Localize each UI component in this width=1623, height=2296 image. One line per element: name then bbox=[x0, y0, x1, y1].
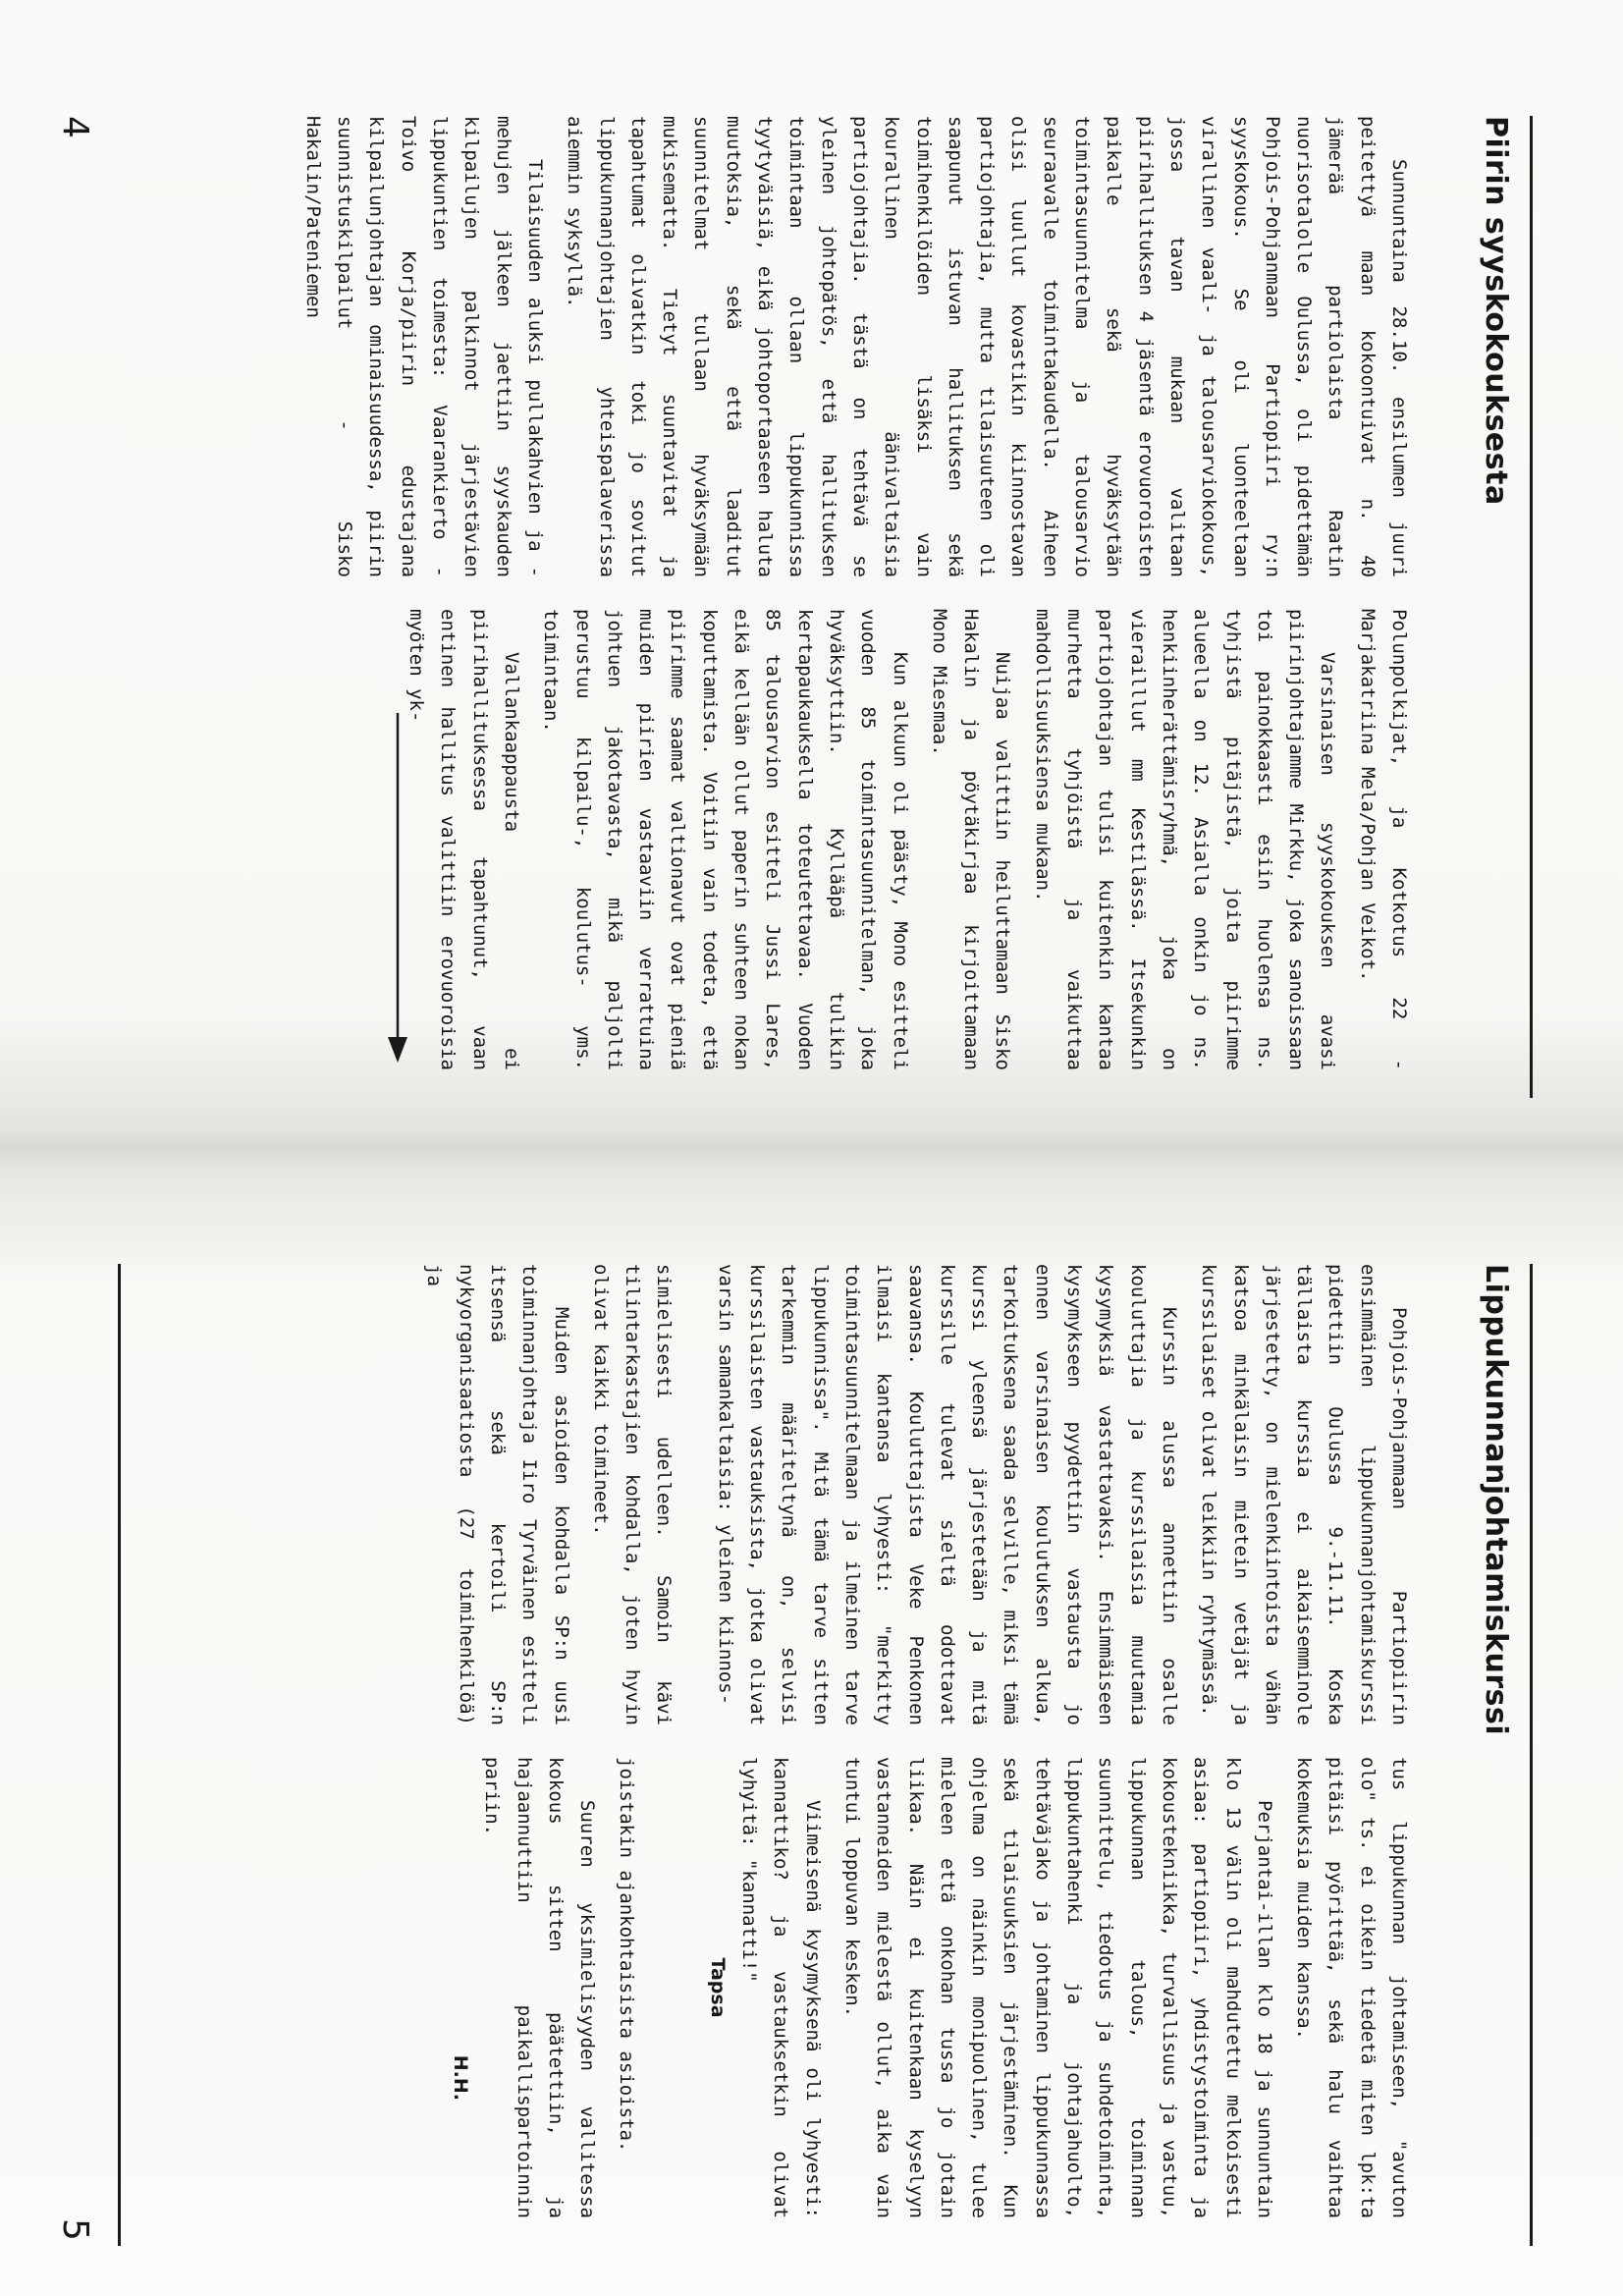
paragraph: Tilaisuuden aluksi pullakahvien ja -mehujen jälkeen jaettiin syyskauden kilpailujen palkinnot järjestävien lippukuntien toimesta: Vaarankierto - Toivo Korja/piirin edustajana kilpailunjohtajan ominaisuudessa, piirin suunnistuskilpailut - Sisko Hakalin/Pateniemen bbox=[301, 116, 546, 577]
paragraph: Pohjois-Pohjanmaan Partiopiirin ensimmäinen lippukunnanjohtamiskurssi pidettiin Oulussa 9.-11.11. Koska tällaista kurssia ei aikaisemminole järjestetty, on mielenkiintoista vähän katsoa minkälaisin mietein vetäjät ja kurssilaiset olivat leikkiin ryhtymässä. bbox=[1198, 1264, 1410, 1725]
left-page-title: Piirin syyskokouksesta bbox=[1479, 116, 1513, 506]
paragraph: Sunnuntaina 28.10. ensilumen juuri peitettyä maan kokoontuivat n. 40 jämerää partiolaista Raatin nuorisotalolle Oulussa, oli pidettämän Pohjois-Pohjanmaan Partiopiiri ry:n syyskokous. Se oli luonteeltaan virallinen vaali- ja talousarviokokous, jossa tavan mukaan valitaan piirihallituksen 4 jäsentä erovuoroisten paikalle sekä hyväksytään toimintasuunnitelma ja talousarvio seuraavalle toimintakaudella. Aiheen olisi luullut kovastikin kiinnostavan partiojohtajia, mutta tilaisuuteen oli saapunut istuvan hallituksen sekä toimihenkilöiden lisäksi vain kourallinen äänivaltaisia partiojohtajia. tästä on tehtävä se yleinen johtopätös, että hallituksen toimintaan ollaan lippukunnissa tyytyväisiä, eikä johtoportaaseen haluta muutoksia, sekä että laaditut suunnitelmat tullaan hyväksymään mukisematta. Tietyt suuntavitat ja tapahtumat olivatkin toki jo sovitut lippukunnanjohtajien yhteispalaverissa aiemmin syksyllä. bbox=[564, 116, 1410, 577]
paragraph: Varsinaisen syyskokouksen avasi piirinjohtajamme Mirkku, joka sanoissaan toi painokkaasti esiin huolensa ns. tyhjistä pitäjistä, joita piirimme alueella on 12. Asialla onkin jo ns. henkiinherättämisryhmä, joka on vierailllut mm Kestilässä. Itsekunkin partiojohtajan tulisi kuitenkin kantaa murhetta tyhjöistä ja vaikuttaa mahdollisuuksiensa mukaan. bbox=[1031, 609, 1339, 1070]
right-page-title: Lippukunnanjohtamiskurssi bbox=[1479, 1264, 1513, 1736]
left-column-1 bbox=[298, 116, 1415, 577]
top-rule bbox=[1530, 1264, 1533, 2246]
left-column-2 bbox=[401, 609, 1415, 1070]
page-number: 5 bbox=[55, 2218, 95, 2241]
paragraph: tus lippukunnan johtamiseen, "avuton olo" ts. ei oikein tiedetä miten lpk:ta pitäisi pyörittää, sekä halu vaihtaa kokemuksia muiden kanssa. bbox=[1293, 1757, 1410, 2218]
right-column-1 bbox=[418, 1264, 1415, 1725]
paragraph: Perjantai-illan klo 18 ja sunnuntain klo 13 välin oli mahdutettu melkoisesti asiaa: partiopiiri, yhdistystoiminta ja kokoustekniikka, turvallisuus ja vastuu, lippukunnan talous, toiminnan suunnittelu, tiedotus ja suhdetoiminta, lippukuntahenki ja johtajahuolto, tehtäväjako ja johtaminen lippukunnassa sekä tilaisuuksien järjestäminen. Kun ohjelma on näinkin monipuolinen, tulee mieleen että onkohan tussa jo jotain liikaa. Näin ei kuitenkaan kyselyyn vastanneiden mielestä ollut, aika vain tuntui loppuvan kesken. bbox=[840, 1757, 1275, 2218]
paragraph: Kurssin alussa annettiin osalle kouluttajia ja kurssilaisia muutamia kysymyksiä vastattavaksi. Ensimmäiseen kysymykseen pyydettiin vastausta jo ennen varsinaisen koulutuksen alkua, tarkoituksena saada selville, miksi tämä kurssi yleensä järjestetään ja mitä kurssille tulevat sieltä odottavat saavansa. Kouluttajista Veke Penkonen ilmaisi kantansa lyhyesti: "merkitty toimintasuunnitelmaan ja ilmeinen tarve lippukunnissa". Mitä tämä tarve sitten tarkemmin määriteltynä on, selvisi kurssilaisten vastauksista, jotka olivat varsin samankaltaisia: yleinen kiinnos- bbox=[714, 1264, 1180, 1725]
top-rule bbox=[1530, 116, 1533, 1098]
right-column-2 bbox=[445, 1757, 1415, 2218]
page-number: 4 bbox=[55, 116, 95, 138]
paragraph: Muiden asioiden kohdalla SP:n uusi toiminnanjohtaja Iiro Tyrväinen esitteli itsensä sekä kertoili SP:n nykyorganisaatiosta (27 toimihenkilöä) ja bbox=[423, 1264, 572, 1725]
paragraph: simielisesti udelleen. Samoin kävi tilintarkastajien kohdalla, joten hyvin olivat kaikki toimineet. bbox=[589, 1264, 676, 1725]
paragraph: Viimeisenä kysymyksenä oli lyhyesti: kannattiko? ja vastauksetkin olivat lyhyitä: "kannatti!" bbox=[738, 1757, 824, 2218]
author-initials: H.H. bbox=[449, 2054, 471, 2101]
continue-arrow-icon bbox=[378, 713, 417, 1066]
paragraph: joistakin ajankohtaisista asioista. bbox=[616, 1757, 638, 2153]
bottom-rule bbox=[118, 1264, 121, 2246]
paragraph: Suuren yksimielisyyden vallitessa kokous sitten päätettiin, ja hajaannuttiin paikallispartoinnin pariin. bbox=[481, 1757, 599, 2218]
right-page bbox=[0, 1148, 1623, 2296]
paragraph: Polunpolkijat, ja Kotkotus 22 - Marjakatriina Mela/Pohjan Veikot. bbox=[1356, 609, 1410, 1070]
paragraph: Kun alkuun oli päästy, Mono esitteli vuoden 85 toimintasuunnitelman, joka hyväksyttiin. Kyllääpä tulikin kertapaukauksella toteutettavaa. Vuoden 85 talousarvion esitteli Jussi Lares, eikä kellään ollut paperin suhteen nokan koputtamista. Voitiin vain todeta, että piirimme saamat valtionavut ovat pieniä muiden piirien vastaaviin verrattuina johtuen jakotavasta, mikä paljolti perustuu kilpailu-, koulutus- yms. toimintaan. bbox=[540, 609, 911, 1070]
paragraph: Vallankaappausta ei piirihallituksessa tapahtunut, vaan entinen hallitus valittiin erovuoroisia myöten yk- bbox=[406, 609, 522, 1070]
author-signature: Tapsa bbox=[706, 1957, 729, 2018]
paragraph: Nuijaa valittiin heiluttamaan Sisko Hakalin ja pöytäkirjaa kirjoittamaan Mono Miesmaa. bbox=[928, 609, 1014, 1070]
